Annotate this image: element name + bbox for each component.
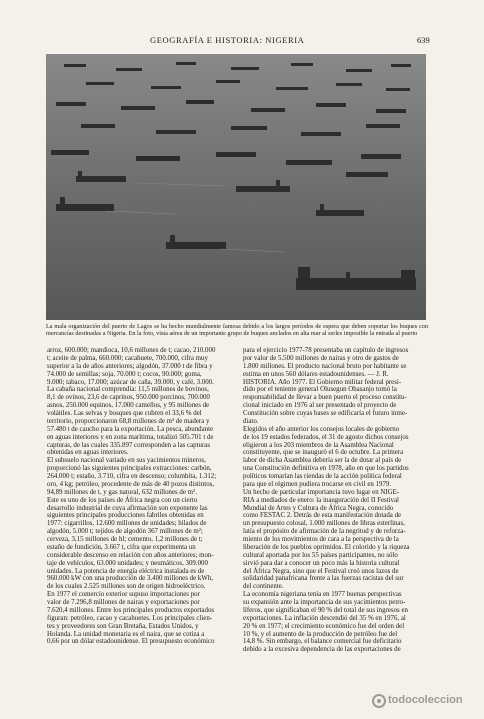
text-line: unidades. La potencia de energía eléctrica instalada es de (47, 567, 205, 575)
text-line: en aguas interiores y en zona marítima, totalizó 505.701 t de (47, 433, 214, 441)
text-line: 10 %, y el aumento de la producción de petróleo fue del (243, 630, 398, 638)
text-line: 20 % en 1977; el crecimiento económico fue del orden del (243, 622, 405, 630)
text-line: valor de 7.296,8 millones de nairas y exportaciones por (47, 599, 200, 606)
text-line: El subsuelo nacional variado en sus yacimientos mineros, (47, 457, 206, 465)
harbor-photo (46, 54, 426, 320)
right-column (243, 347, 429, 710)
text-line: labor de dicha Asamblea debería ser la de dotar al país de (243, 457, 402, 465)
text-line: RIA a mediados de enero: la inauguración del II Festival (243, 496, 399, 504)
text-line: volátiles. Las selvas y bosques que cubren el 33,6 % del (47, 410, 202, 417)
text-line: Un hecho de particular importancia tuvo lugar en NIGE- (243, 488, 400, 496)
text-line: del continente. (243, 583, 284, 591)
text-line: 1.800 millones. El producto nacional bruto por habitante se (243, 362, 407, 370)
text-line: 960.000 kW con una producción de 3.400 millones de kWh, (47, 575, 213, 583)
text-line: HISTORIA. Año 1977. El Gobierno militar federal presi- (243, 378, 402, 386)
text-line: debido a la excesiva dependencia de las exportaciones de (243, 646, 401, 654)
text-line: Este es uno de los países de África negra con un cierto (47, 496, 198, 504)
text-line: territorio, proporcionaron 68,8 millones de m³ de madera y (47, 417, 210, 425)
text-line: 57.480 t de caucho para la exportación. La pesca, abundante (47, 425, 214, 433)
text-line: su expansión ante la importancia de sus yacimientos petro- (243, 599, 406, 606)
text-line: latía el propósito de afirmación de la negritud y de reforza- (243, 528, 406, 536)
text-line: cultural aportada por los 55 países participantes, no sólo (243, 551, 398, 559)
text-line: oro, 4 kg; petróleo, procedente de más de 40 pozos distintos, (47, 480, 215, 488)
watermark-logo (372, 690, 472, 712)
text-line: solidaridad panafricana frente a las fuerzas racistas del sur (243, 575, 404, 583)
text-line: Holanda. La unidad monetaria es el naira, que se cotiza a (47, 630, 205, 638)
text-line: políticos tomarían las riendas de la acción política federal (243, 473, 402, 480)
text-line: estima en unos 560 dólares estadounidenses. — J. R. (243, 370, 389, 378)
text-line: taje de vehículos, 63.000 unidades; y neumáticos, 309.000 (47, 559, 208, 567)
text-line: considerable descenso en relación con años anteriores; mon- (47, 551, 214, 559)
text-line: dido por el teniente general Olusegun Obasanjo tomó la (243, 386, 397, 394)
text-line: para el ejercicio 1977-78 presentaba un capítulo de ingresos (243, 347, 409, 354)
text-line: 94,89 millones de t, y gas natural, 632 millones de m³. (47, 488, 197, 496)
text-line: asnos, 250.000 equinos, 17.000 camellos, y 95 millones de (47, 402, 210, 410)
text-line: una Constitución definitiva en 1978, año en que los partidos (243, 465, 409, 473)
watermark-icon (372, 694, 386, 708)
text-line: líferos, que significaban el 90 % del total de sus ingresos en (243, 606, 408, 614)
text-line: 264.000 t; estaño, 3.710, cifra en descenso; columbita, 1.312; (47, 473, 217, 480)
text-line: Elegidos el año anterior los consejos locales de gobierno (243, 425, 400, 433)
text-line: figuran: petróleo, cacao y cacahuetes. Los principales clien- (47, 614, 213, 622)
caption-text: La mala organización del puerto de Lagos se ha hecho mundialmente famosa debido a los largos períodos de espera que deben soportar los buques con mercancías destinadas a Nigeria. En la foto, vista aérea de un importante grupo de buques anclados en alta mar al serles imposible la entrada al puerto (46, 323, 428, 337)
text-line: algodón, 5.000 t; tejidos de algodón 367 millones de m²; (47, 528, 203, 536)
text-line: obtenidas en aguas interiores. (47, 449, 129, 457)
text-line: cional iniciado en 1976 al ser presentado el proyecto de (243, 402, 397, 410)
text-line: capturas, de las cuales 335.897 corresponden a las capturas (47, 441, 211, 449)
text-line: tes y proveedores son Gran Bretaña, Estados Unidos, y (47, 622, 199, 630)
text-line: arroz, 600.000; mandioca, 10,6 millones de t; cacao, 210.000 (47, 347, 216, 354)
text-line: del África Negra, sino que el Festival creó unos lazos de (243, 567, 399, 575)
text-line: 7.620,4 millones. Entre los principales productos exportados (47, 606, 215, 614)
text-line: como FESTAC 2. Detrás de esta manifestación dotada de (243, 512, 402, 520)
text-line: de los 19 estados federados, el 31 de agosto dichos consejos (243, 433, 409, 441)
text-line: La cabaña nacional comprendía: 11,5 millones de bovinos, (47, 386, 209, 394)
text-line: de los cuales 2.525 millones son de origen hidroeléctrico. (47, 583, 206, 591)
left-column (47, 347, 233, 703)
text-line: miento de los movimientos de cara a la perspectiva de la (243, 536, 399, 543)
text-line: desarrollo industrial de cuya afirmación son exponente las (47, 504, 208, 512)
text-line: cerveza, 3,15 millones de hl; cemento, 1,2 millones de t; (47, 536, 203, 543)
ships-at-sea-illustration (46, 54, 426, 320)
text-line: para que el régimen pudiera trocarse en civil en 1979. (243, 480, 392, 488)
text-line: proporcionó las siguientes principales extracciones: carbón, (47, 465, 212, 473)
text-line: 1977: cigarrillos, 12.600 millones de unidades; hilados de (47, 520, 207, 528)
text-line: Constitución sobre cuyas bases se edificaría el futuro inme- (243, 410, 408, 417)
running-title: GEOGRAFÍA E HISTORIA: NIGERIA (150, 35, 305, 45)
text-line: 14,8 %. Sin embargo, el balance comercial fue deficitario (243, 638, 402, 646)
running-header (0, 35, 484, 49)
text-line: superior a la de años anteriores; algodón, 37.000 t de fibra y (47, 362, 213, 370)
text-line: constituyente, que se inauguró el 6 de octubre. La primera (243, 449, 404, 457)
text-line: estaño de fundición, 3.667 t, cifra que experimenta un (47, 543, 196, 551)
text-line: siguientes principales producciones fabriles obtenidas en (47, 512, 204, 520)
text-line: un presupuesto colosal, 1.000 millones de libras esterlinas, (243, 520, 405, 528)
text-line: 8,1 de ovinos, 23,6 de caprinos, 950.000 porcinos, 700.000 (47, 394, 210, 402)
text-line: eligieron a los 203 miembros de la Asamblea Nacional (243, 441, 394, 449)
text-line: liberación de los pueblos oprimidos. El colorido y la riqueza (243, 543, 410, 551)
text-line: responsabilidad de llevar a buen puerto el proceso constitu- (243, 394, 407, 402)
text-line: En 1977 el comercio exterior supuso importaciones por (47, 591, 200, 599)
photo-caption (46, 323, 428, 337)
watermark-text: todocoleccion (388, 694, 463, 706)
text-line: sirvió para dar a conocer un poco más la historia cultural (243, 559, 400, 567)
text-line: 9.000; tabaco, 17.000; azúcar de caña, 39.000, y café, 3.000. (47, 378, 214, 386)
text-line: por valor de 5.500 millones de nairas y otro de gastos de (243, 354, 399, 362)
text-line: Mundial de Artes y Cultura de África Negra, conocido (243, 504, 394, 512)
page-number: 639 (417, 35, 430, 45)
text-line: exportaciones. La inflación descendió del 35 % en 1976, al (243, 614, 406, 622)
text-line: diato. (243, 417, 259, 425)
text-line: 0,66 por un dólar estadounidense. El presupuesto económico (47, 638, 215, 646)
text-line: 74.000 de semillas; soja, 70.000 t; cocos, 90.000; goma, (47, 370, 202, 378)
text-line: La economía nigeriana tenía en 1977 buenas perspectivas (243, 591, 402, 599)
text-line: t; aceite de palma, 660.000; cacahuete, 700.000, cifra muy (47, 354, 208, 362)
